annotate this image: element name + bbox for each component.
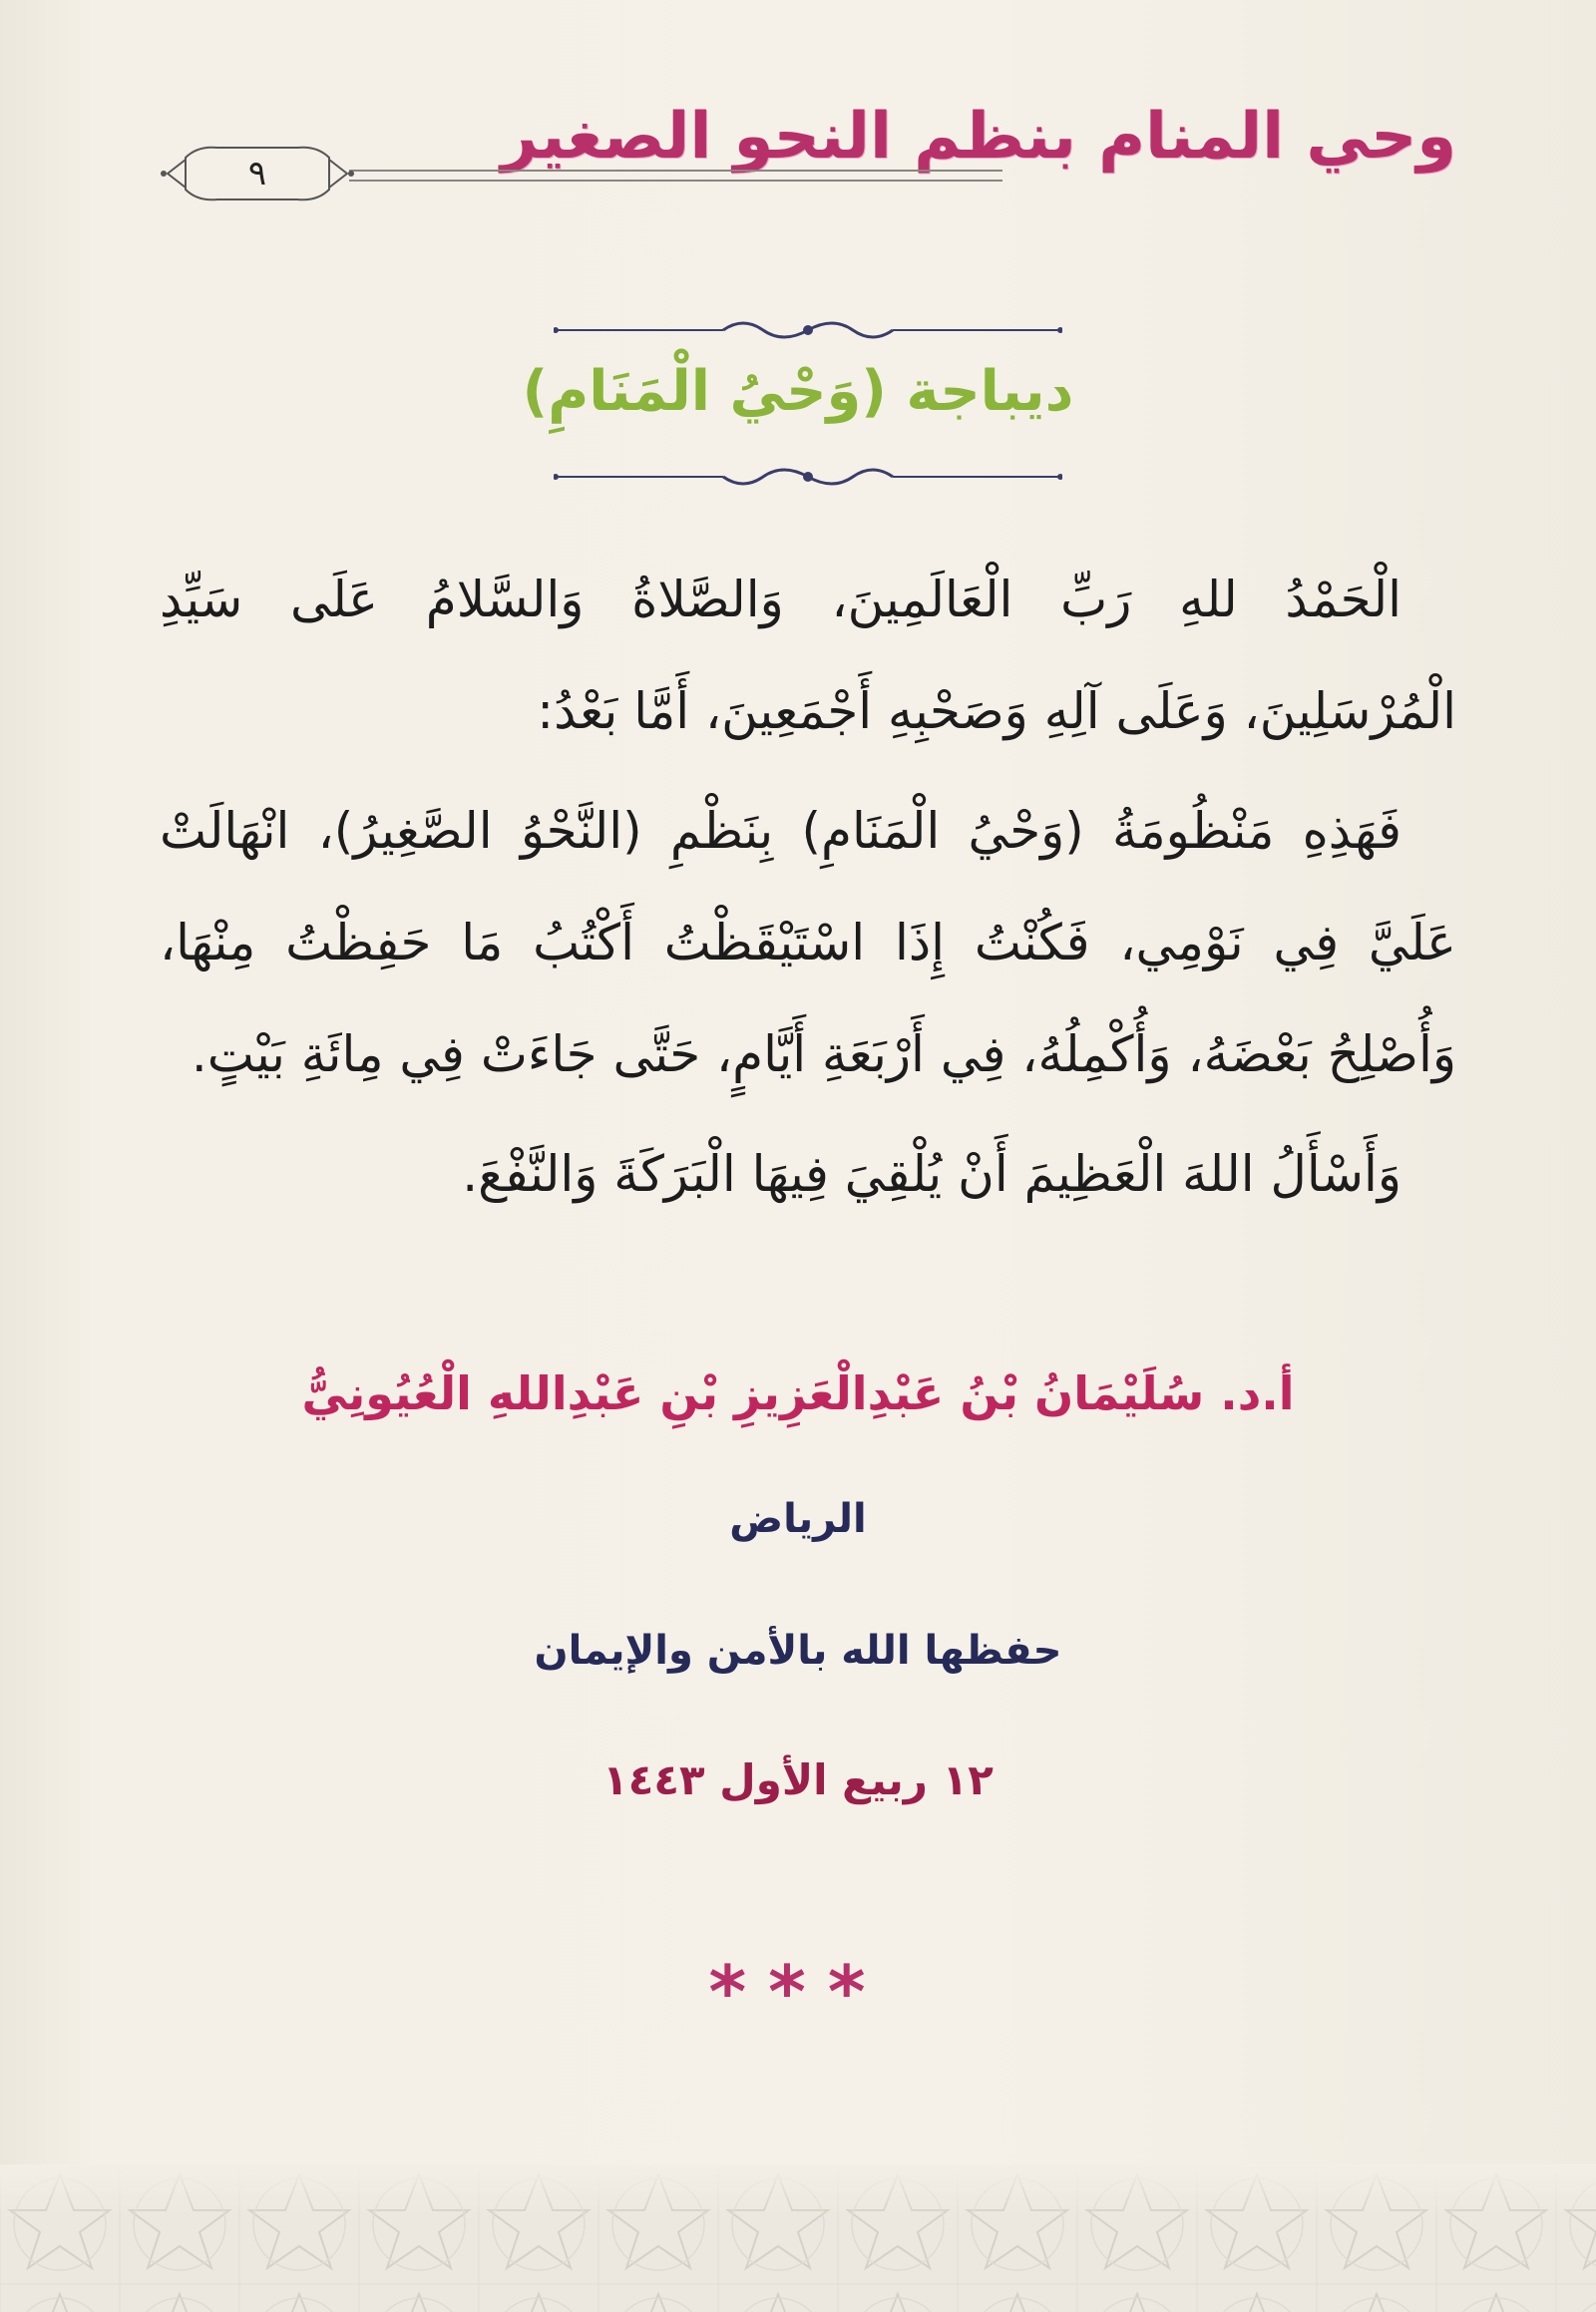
body-text (160, 544, 1456, 1238)
paragraph-prayer: وَأَسْأَلُ اللهَ الْعَظِيمَ أَنْ يُلْقِيَ فِيهَا الْبَرَكَةَ وَالنَّفْعَ. (462, 1145, 1401, 1203)
book-title: وحي المنام بنظم النحو الصغير (501, 100, 1456, 174)
top-ornament-icon (554, 314, 1062, 344)
page-number-frame (158, 138, 357, 209)
city-prayer: حفظها الله بالأمن والإيمان (534, 1628, 1062, 1674)
bottom-ornament-icon (554, 463, 1062, 493)
paragraph-main: فَهَذِهِ مَنْظُومَةُ (وَحْيُ الْمَنَامِ) بِنَظْمِ (النَّحْوُ الصَّغِيرُ)، انْهَالَتْ عَلَيَّ فِي نَوْمِي، فَكُنْتُ إِذَا اسْتَيْقَظْتُ أَكْتُبُ مَا حَفِظْتُ مِنْهَا، وَأُصْلِحُ بَعْضَهُ، وَأُكْمِلُهُ، فِي أَرْبَعَةِ أَيَّامٍ، حَتَّى جَاءَتْ فِي مِائَةِ بَيْتٍ. (160, 802, 1456, 1083)
page-number: ٩ (247, 154, 267, 193)
hijri-date: ١٢ ربيع الأول ١٤٤٣ (602, 1755, 994, 1804)
section-title: ديباجة (وَحْيُ الْمَنَامِ) (522, 359, 1074, 424)
header-rule (349, 170, 1002, 182)
section-end-asterisks: *** (708, 1950, 888, 2034)
paragraph-intro: الْحَمْدُ للهِ رَبِّ الْعَالَمِينَ، وَالصَّلاةُ وَالسَّلامُ عَلَى سَيِّدِ الْمُرْسَلِينَ، وَعَلَى آلِهِ وَصَحْبِهِ أَجْمَعِينَ، أَمَّا بَعْدُ: (160, 571, 1456, 740)
footer-pattern-icon (0, 2164, 1596, 2312)
author-name: أ.د. سُلَيْمَانُ بْنُ عَبْدِالْعَزِيزِ بْنِ عَبْدِاللهِ الْعُيُونِيُّ (301, 1366, 1295, 1420)
city-name: الرياض (729, 1496, 867, 1542)
running-header (150, 100, 1456, 219)
